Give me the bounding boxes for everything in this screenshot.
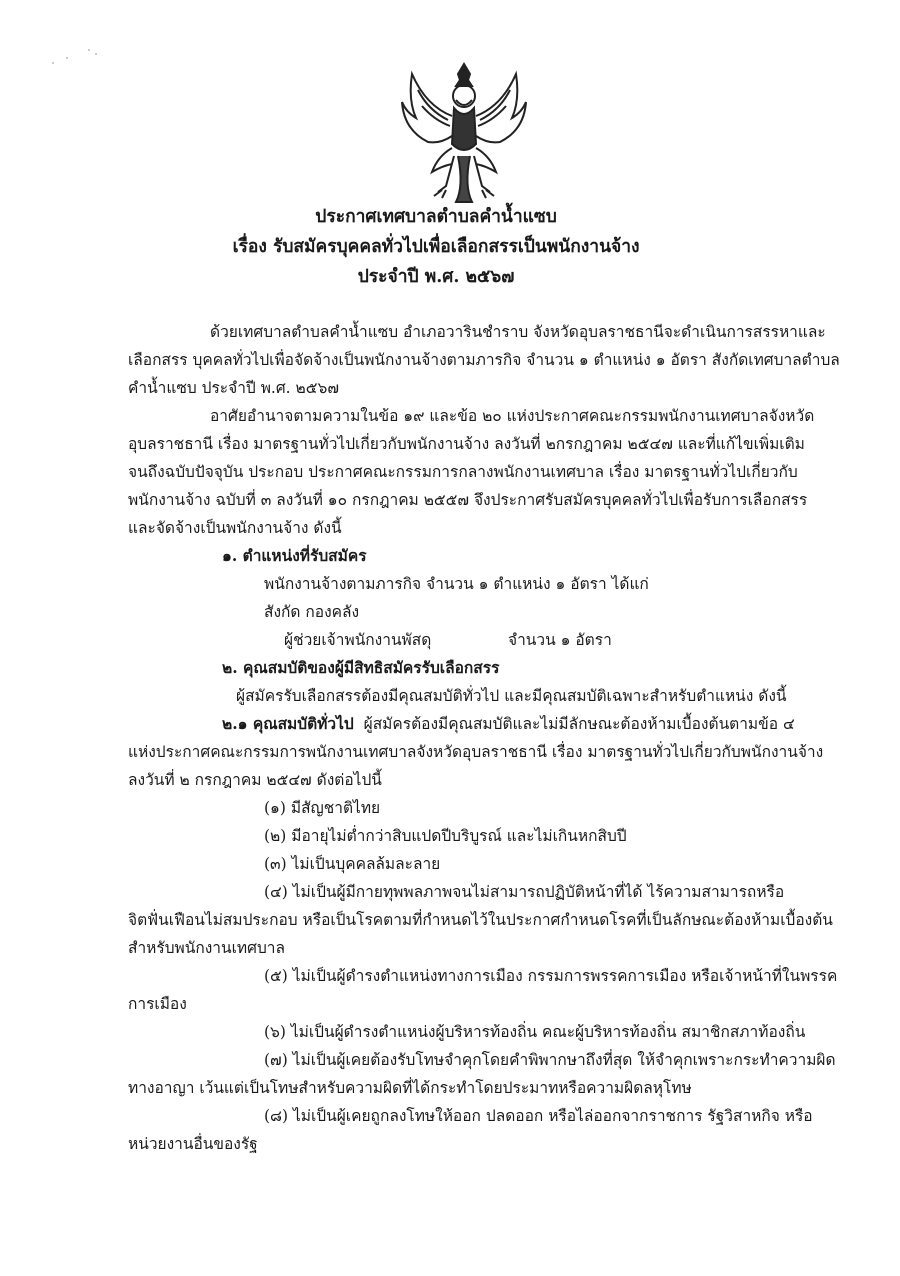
paragraph-2-line-2: อุบลราชธานี เรื่อง มาตรฐานทั่วไปเกี่ยวกับพนักงานจ้าง ลงวันที่ ๒กรกฎาคม ๒๕๔๗ และที่แก้ไขเพิ่มเติม (128, 435, 805, 453)
section-1-count: จำนวน ๑ อัตรา (508, 631, 612, 649)
item-3: (๓) ไม่เป็นบุคคลล้มละลาย (264, 855, 441, 873)
section-1-line-1: พนักงานจ้างตามภารกิจ จำนวน ๑ ตำแหน่ง ๑ อัตรา ได้แก่ (264, 575, 649, 593)
item-4-line-3: สำหรับพนักงานเทศบาล (128, 939, 286, 957)
item-5-line-1: (๕) ไม่เป็นผู้ดำรงตำแหน่งทางการเมือง กรรมการพรรคการเมือง หรือเจ้าหน้าที่ในพรรค (264, 967, 838, 985)
announcement-title: ประกาศเทศบาลตำบลคำน้ำแซบ (315, 206, 557, 227)
section-2-1-line-3: ลงวันที่ ๒ กรกฎาคม ๒๕๔๗ ดังต่อไปนี้ (128, 771, 382, 789)
item-6: (๖) ไม่เป็นผู้ดำรงตำแหน่งผู้บริหารท้องถิ่น คณะผู้บริหารท้องถิ่น สมาชิกสภาท้องถิ่น (264, 1023, 806, 1041)
section-2-1-heading: ๒.๑ คุณสมบัติทั่วไป (222, 714, 354, 733)
item-8-line-1: (๘) ไม่เป็นผู้เคยถูกลงโทษให้ออก ปลดออก หรือไล่ออกจากราชการ รัฐวิสาหกิจ หรือ (264, 1107, 813, 1125)
item-1: (๑) มีสัญชาติไทย (264, 799, 381, 817)
section-2-1-line-2: แห่งประกาศคณะกรรมการพนักงานเทศบาลจังหวัดอุบลราชธานี เรื่อง มาตรฐานทั่วไปเกี่ยวกับพนักงานจ้าง (128, 743, 824, 761)
item-7-line-2: ทางอาญา เว้นแต่เป็นโทษสำหรับความผิดที่ได้กระทำโดยประมาทหรือความผิดลหุโทษ (128, 1079, 692, 1097)
announcement-subject: เรื่อง รับสมัครบุคคลทั่วไปเพื่อเลือกสรรเป็นพนักงานจ้าง (232, 236, 640, 257)
section-1-heading: ๑. ตำแหน่งที่รับสมัคร (222, 546, 367, 565)
item-8-line-2: หน่วยงานอื่นของรัฐ (128, 1135, 258, 1153)
section-2-heading: ๒. คุณสมบัติของผู้มีสิทธิสมัครรับเลือกสรร (222, 658, 500, 677)
item-7-line-1: (๗) ไม่เป็นผู้เคยต้องรับโทษจำคุกโดยคำพิพากษาถึงที่สุด ให้จำคุกเพราะกระทำความผิด (264, 1051, 836, 1069)
paragraph-1-line-3: คำน้ำแซบ ประจำปี พ.ศ. ๒๕๖๗ (128, 379, 339, 397)
section-1-division: สังกัด กองคลัง (264, 603, 360, 621)
paragraph-2-line-4: พนักงานจ้าง ฉบับที่ ๓ ลงวันที่ ๑๐ กรกฎาคม ๒๕๕๗ จึงประกาศรับสมัครบุคคลทั่วไปเพื่อรับการเลือกสรร (128, 491, 808, 509)
paragraph-1-line-2: เลือกสรร บุคคลทั่วไปเพื่อจัดจ้างเป็นพนักงานจ้างตามภารกิจ จำนวน ๑ ตำแหน่ง ๑ อัตรา สังกัดเทศบาลตำบล (128, 351, 840, 369)
garuda-emblem-icon (398, 60, 530, 208)
paragraph-2-line-3: จนถึงฉบับปัจจุบัน ประกอบ ประกาศคณะกรรมการกลางพนักงานเทศบาล เรื่อง มาตรฐานทั่วไปเกี่ยวกับ (128, 463, 798, 481)
section-1-position: ผู้ช่วยเจ้าพนักงานพัสดุ (284, 631, 432, 649)
item-5-line-2: การเมือง (128, 995, 187, 1013)
item-4-line-1: (๔) ไม่เป็นผู้มีกายทุพพลภาพจนไม่สามารถปฏิบัติหน้าที่ได้ ไร้ความสามารถหรือ (264, 883, 785, 901)
paragraph-2-line-1: อาศัยอำนาจตามความในข้อ ๑๙ และข้อ ๒๐ แห่งประกาศคณะกรรมพนักงานเทศบาลจังหวัด (210, 407, 815, 425)
section-2-1-line-1 (222, 714, 795, 734)
item-2: (๒) มีอายุไม่ต่ำกว่าสิบแปดปีบริบูรณ์ และไม่เกินหกสิบปี (264, 827, 627, 845)
paragraph-2-line-5: และจัดจ้างเป็นพนักงานจ้าง ดังนี้ (128, 519, 342, 537)
announcement-year: ประจำปี พ.ศ. ๒๕๖๗ (357, 266, 515, 287)
item-4-line-2: จิตฟั่นเฟือนไม่สมประกอบ หรือเป็นโรคตามที่กำหนดไว้ในประกาศกำหนดโรคที่เป็นลักษณะต้องห้ามเบื้องต้น (128, 911, 833, 929)
section-2-1-line-1-text: ผู้สมัครต้องมีคุณสมบัติและไม่มีลักษณะต้องห้ามเบื้องต้นตามข้อ ๔ (363, 715, 795, 733)
section-2-line-1: ผู้สมัครรับเลือกสรรต้องมีคุณสมบัติทั่วไป และมีคุณสมบัติเฉพาะสำหรับตำแหน่ง ดังนี้ (236, 687, 787, 705)
paragraph-1-line-1: ด้วยเทศบาลตำบลคำน้ำแซบ อำเภอวารินชำราบ จังหวัดอุบลราชธานีจะดำเนินการสรรหาและ (210, 323, 826, 341)
